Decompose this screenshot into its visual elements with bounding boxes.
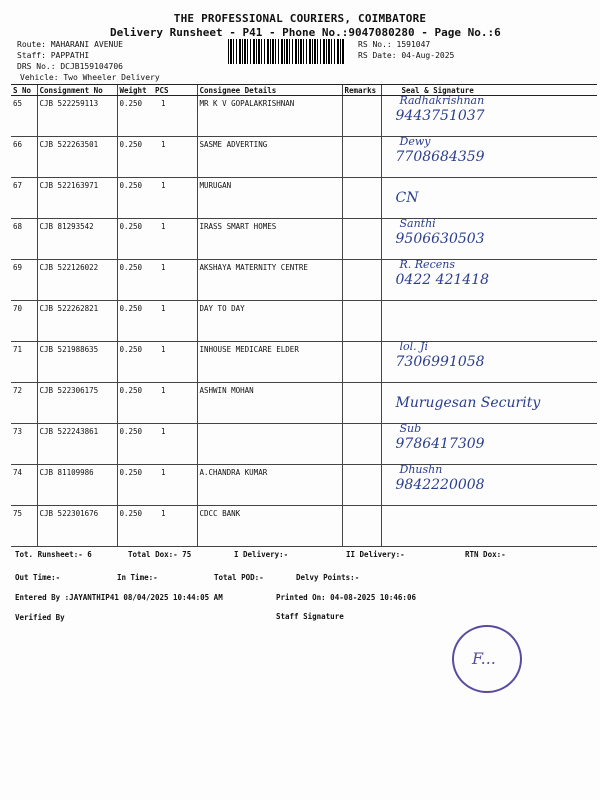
- drs-number: DRS No.: DCJB159104706: [17, 62, 123, 71]
- cell-remarks: [342, 219, 381, 260]
- cell-weight: 0.250: [117, 178, 153, 219]
- cell-consignee: A.CHANDRA KUMAR: [197, 465, 342, 506]
- printed-on: Printed On: 04-08-2025 10:46:06: [276, 593, 416, 602]
- handwritten-signature: 9842220008: [395, 477, 485, 493]
- cell-signature: [381, 260, 597, 301]
- seal-stamp: [452, 625, 522, 693]
- cell-consignment: CJB 521988635: [37, 342, 117, 383]
- cell-consignment: CJB 522263501: [37, 137, 117, 178]
- cell-remarks: [342, 383, 381, 424]
- handwritten-signature: 7306991058: [395, 354, 485, 370]
- cell-weight: 0.250: [117, 260, 153, 301]
- col-signature: Seal & Signature: [381, 85, 597, 96]
- cell-consignee: MR K V GOPALAKRISHNAN: [197, 96, 342, 137]
- handwritten-signature: 9443751037: [395, 108, 485, 124]
- runsheet-table: [11, 84, 597, 547]
- table-row: [11, 260, 597, 301]
- total-dox: Total Dox:- 75: [128, 550, 192, 559]
- tot-runsheet: Tot. Runsheet:- 6: [15, 550, 92, 559]
- cell-remarks: [342, 96, 381, 137]
- cell-consignment: CJB 522259113: [37, 96, 117, 137]
- cell-sno: 74: [11, 465, 37, 506]
- signature-note: Sub: [399, 422, 422, 435]
- signature-note: Radhakrishnan: [399, 94, 485, 107]
- table-header-row: [11, 85, 597, 96]
- table-row: [11, 178, 597, 219]
- rtn-dox: RTN Dox:-: [465, 550, 506, 559]
- cell-weight: 0.250: [117, 465, 153, 506]
- cell-pcs: 1: [153, 342, 197, 383]
- cell-sno: 71: [11, 342, 37, 383]
- cell-signature: [381, 137, 597, 178]
- runsheet-subtitle: Delivery Runsheet - P41 - Phone No.:9047080280 - Page No.:6: [110, 26, 501, 39]
- cell-weight: 0.250: [117, 342, 153, 383]
- ii-delivery: II Delivery:-: [346, 550, 405, 559]
- cell-consignee: IRASS SMART HOMES: [197, 219, 342, 260]
- cell-sno: 70: [11, 301, 37, 342]
- cell-remarks: [342, 178, 381, 219]
- table-row: [11, 96, 597, 137]
- cell-consignment: CJB 522306175: [37, 383, 117, 424]
- rs-number: RS No.: 1591047: [358, 40, 431, 49]
- cell-pcs: 1: [153, 137, 197, 178]
- cell-consignment: CJB 81293542: [37, 219, 117, 260]
- table-row: [11, 465, 597, 506]
- handwritten-signature: CN: [395, 190, 419, 206]
- cell-remarks: [342, 137, 381, 178]
- table-row: [11, 506, 597, 547]
- col-weight: Weight: [117, 85, 153, 96]
- table-row: [11, 424, 597, 465]
- cell-signature: [381, 424, 597, 465]
- cell-consignment: CJB 522262821: [37, 301, 117, 342]
- cell-consignment: CJB 522243861: [37, 424, 117, 465]
- out-time: Out Time:-: [15, 573, 61, 582]
- col-consignment: Consignment No: [37, 85, 117, 96]
- col-consignee: Consignee Details: [197, 85, 342, 96]
- stamp-text: F...: [472, 649, 496, 668]
- cell-signature: [381, 383, 597, 424]
- cell-sno: 69: [11, 260, 37, 301]
- cell-weight: 0.250: [117, 506, 153, 547]
- cell-sno: 65: [11, 96, 37, 137]
- in-time: In Time:-: [117, 573, 158, 582]
- cell-pcs: 1: [153, 424, 197, 465]
- table-row: [11, 301, 597, 342]
- cell-pcs: 1: [153, 301, 197, 342]
- cell-consignee: MURUGAN: [197, 178, 342, 219]
- cell-sno: 67: [11, 178, 37, 219]
- cell-consignment: CJB 522163971: [37, 178, 117, 219]
- signature-note: Dewy: [399, 135, 431, 148]
- cell-signature: [381, 342, 597, 383]
- col-remarks: Remarks: [342, 85, 381, 96]
- cell-signature: [381, 96, 597, 137]
- cell-pcs: 1: [153, 260, 197, 301]
- table-row: [11, 342, 597, 383]
- table-row: [11, 219, 597, 260]
- barcode: [228, 39, 345, 64]
- handwritten-signature: 9506630503: [395, 231, 485, 247]
- cell-signature: [381, 178, 597, 219]
- rs-date: RS Date: 04-Aug-2025: [358, 51, 455, 60]
- delvy-points: Delvy Points:-: [296, 573, 360, 582]
- total-pod: Total POD:-: [214, 573, 264, 582]
- cell-sno: 73: [11, 424, 37, 465]
- cell-remarks: [342, 465, 381, 506]
- cell-weight: 0.250: [117, 96, 153, 137]
- cell-pcs: 1: [153, 506, 197, 547]
- cell-consignment: CJB 522126022: [37, 260, 117, 301]
- vehicle-label: Vehicle: Two Wheeler Delivery: [20, 73, 160, 82]
- staff-label: Staff: PAPPATHI: [17, 51, 90, 60]
- signature-note: Dhushn: [399, 463, 443, 476]
- handwritten-signature: 0422 421418: [395, 272, 490, 288]
- signature-note: lol. Ji: [399, 340, 429, 353]
- cell-sno: 66: [11, 137, 37, 178]
- cell-consignee: AKSHAYA MATERNITY CENTRE: [197, 260, 342, 301]
- cell-consignment: CJB 81109986: [37, 465, 117, 506]
- cell-weight: 0.250: [117, 137, 153, 178]
- cell-weight: 0.250: [117, 301, 153, 342]
- handwritten-signature: 7708684359: [395, 149, 485, 165]
- entered-by: Entered By :JAYANTHIP41 08/04/2025 10:44:05 AM: [15, 593, 223, 602]
- cell-consignee: INHOUSE MEDICARE ELDER: [197, 342, 342, 383]
- col-pcs: PCS: [153, 85, 197, 96]
- cell-sno: 75: [11, 506, 37, 547]
- cell-remarks: [342, 301, 381, 342]
- cell-signature: [381, 219, 597, 260]
- handwritten-signature: 9786417309: [395, 436, 485, 452]
- cell-consignee: ASHWIN MOHAN: [197, 383, 342, 424]
- table-row: [11, 137, 597, 178]
- route-label: Route: MAHARANI AVENUE: [17, 40, 123, 49]
- cell-signature: [381, 301, 597, 342]
- cell-pcs: 1: [153, 383, 197, 424]
- cell-consignee: DAY TO DAY: [197, 301, 342, 342]
- cell-remarks: [342, 260, 381, 301]
- signature-note: Santhi: [399, 217, 436, 230]
- cell-consignment: CJB 522301676: [37, 506, 117, 547]
- cell-pcs: 1: [153, 96, 197, 137]
- cell-consignee: CDCC BANK: [197, 506, 342, 547]
- cell-sno: 72: [11, 383, 37, 424]
- table-row: [11, 383, 597, 424]
- signature-note: R. Recens: [399, 258, 455, 271]
- company-title: THE PROFESSIONAL COURIERS, COIMBATORE: [173, 12, 427, 25]
- staff-signature: Staff Signature: [276, 612, 344, 621]
- cell-sno: 68: [11, 219, 37, 260]
- cell-signature: [381, 506, 597, 547]
- cell-pcs: 1: [153, 219, 197, 260]
- cell-weight: 0.250: [117, 219, 153, 260]
- cell-consignee: [197, 424, 342, 465]
- cell-remarks: [342, 424, 381, 465]
- handwritten-signature: Murugesan Security: [395, 395, 541, 411]
- cell-signature: [381, 465, 597, 506]
- cell-remarks: [342, 506, 381, 547]
- col-sno: S No: [11, 85, 37, 96]
- cell-pcs: 1: [153, 178, 197, 219]
- i-delivery: I Delivery:-: [234, 550, 289, 559]
- cell-weight: 0.250: [117, 383, 153, 424]
- verified-by: Verified By: [15, 613, 65, 622]
- cell-pcs: 1: [153, 465, 197, 506]
- cell-remarks: [342, 342, 381, 383]
- cell-consignee: SASME ADVERTING: [197, 137, 342, 178]
- cell-weight: 0.250: [117, 424, 153, 465]
